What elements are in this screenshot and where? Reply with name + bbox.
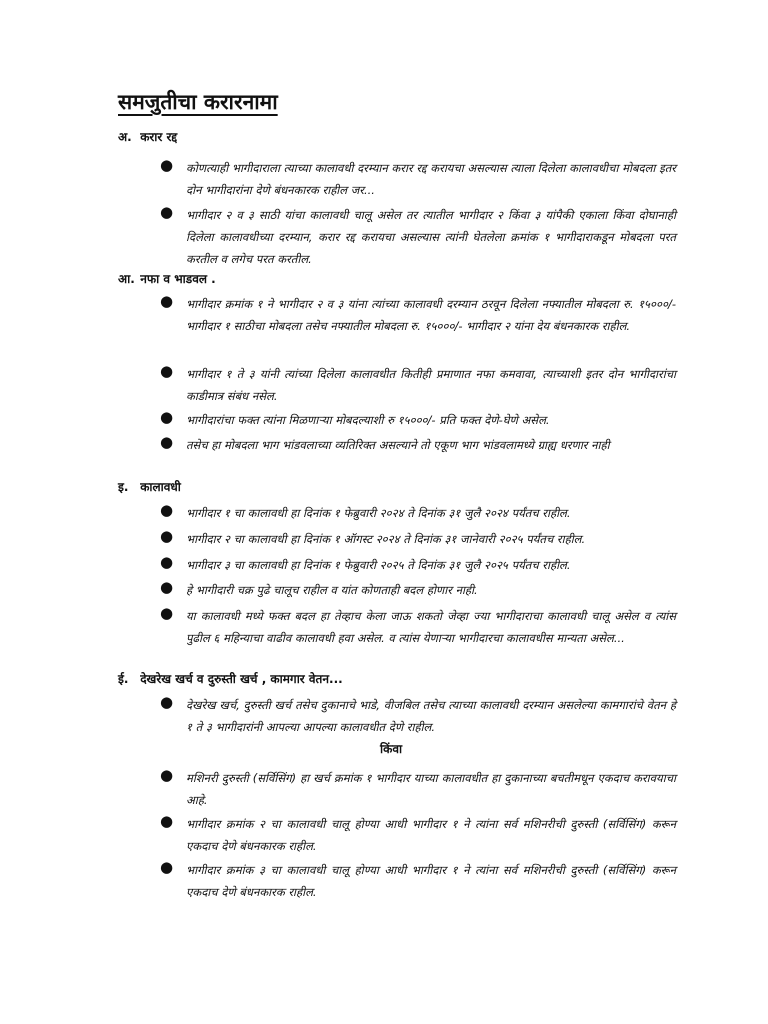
bullet-icon: ● [160,604,174,622]
section-marker-aa: आ. [118,272,135,286]
bullet-text-i4: हे भागीदारी चक्र पुढे चालूच राहील व यांत कोणताही बदल होणार नाही. [186,583,478,597]
bullet-text-i3: भागीदार ३ चा कालावधी हा दिनांक १ फेब्रुवारी २०२५ ते दिनांक ३१ जुलै २०२५ पर्यंतच राहील. [186,558,571,572]
section-heading-i [118,478,181,496]
bullet-icon: ● [160,766,174,784]
bullet-icon: ● [160,527,174,545]
section-heading-ii [118,670,343,688]
section-title-ii: देखरेख खर्च व दुरुस्ती खर्च , कामगार वेतन... [140,672,343,686]
bullet-text-ii4: भागीदार क्रमांक ३ चा कालावधी चालू होण्या आधी भागीदार १ ने त्यांना सर्व मशिनरीची दुरुस्ती (सर्विसिंग) करून एकदाच देणे बंधनकारक राहील. [186,863,676,899]
bullet-text-ii1: देखरेख खर्च, दुरुस्ती खर्च तसेच दुकानाचे भाडे, वीजबिल तसेच त्याच्या कालावधी दरम्यान असलेल्या कामगारांचे वेतन हे १ ते ३ भागीदारांनी आपल्या आपल्या कालावधीत देणे राहील. [186,698,676,734]
section-title-a: करार रद्द [140,130,178,144]
bullet-icon: ● [160,433,174,451]
bullet-text-ii3: भागीदार क्रमांक २ चा कालावधी चालू होण्या आधी भागीदार १ ने त्यांना सर्व मशिनरीची दुरुस्ती (सर्विसिंग) करून एकदाच देणे बंधनकारक राहील. [186,817,676,853]
bullet-icon: ● [160,578,174,596]
section-marker-i: इ. [118,480,129,494]
bullet-icon: ● [160,362,174,380]
bullet-text-i2: भागीदार २ चा कालावधी हा दिनांक १ ऑगस्ट २०२४ ते दिनांक ३१ जानेवारी २०२५ पर्यंतच राहील. [186,532,586,546]
section-marker-ii: ई. [118,672,129,686]
bullet-icon: ● [160,203,174,221]
bullet-icon: ● [160,292,174,310]
section-marker-a: अ. [118,130,132,144]
document-title: समजुतीचा करारनामा [118,90,278,114]
section-title-aa: नफा व भाडवल . [140,272,216,286]
bullet-text-i1: भागीदार १ चा कालावधी हा दिनांक १ फेब्रुवारी २०२४ ते दिनांक ३१ जुलै २०२४ पर्यंतच राहील. [186,506,571,520]
bullet-icon: ● [160,553,174,571]
bullet-icon: ● [160,408,174,426]
bullet-text-aa2: भागीदार १ ते ३ यांनी त्यांच्या दिलेला कालावधीत कितीही प्रमाणात नफा कमवावा, त्याच्याशी इतर दोन भागीदारांचा काडीमात्र संबंध नसेल. [186,367,676,403]
section-title-i: कालावधी [140,480,181,494]
bullet-text-aa3: भागीदारांचा फक्त त्यांना मिळणाऱ्या मोबदल्याशी रु १५०००/- प्रति फक्त देणे-घेणे असेल. [186,413,550,427]
bullet-icon: ● [160,693,174,711]
bullet-icon: ● [160,812,174,830]
bullet-text-a1: कोणत्याही भागीदाराला त्याच्या कालावधी दरम्यान करार रद्द करायचा असल्यास त्याला दिलेला कालावधीचा मोबदला इतर दोन भागीदारांना देणे बंधनकारक राहील जर... [186,161,676,197]
bullet-text-i5: या कालावधी मध्ये फक्त बदल हा तेव्हाच केला जाऊ शकतो जेव्हा ज्या भागीदाराचा कालावधी चालू असेल व त्यांस पुढील ६ महिन्याचा वाढीव कालावधी हवा असेल. व त्यांस येणाऱ्या भागीदारचा कालावधीस मान्यता असेल... [186,609,676,645]
or-separator: किंवा [380,742,403,756]
bullet-text-aa1: भागीदार क्रमांक १ ने भागीदार २ व ३ यांना त्यांच्या कालावधी दरम्यान ठरवून दिलेला नफ्यातील मोबदला रु. १५०००/- भागीदार १ साठीचा मोबदला तसेच नफ्यातील मोबदला रु. १५०००/- भागीदार २ यांना देय बंधनकारक राहील. [186,297,676,333]
section-heading-aa [118,270,216,288]
bullet-text-a2: भागीदार २ व ३ साठी यांचा कालावधी चालू असेल तर त्यातील भागीदार २ किंवा ३ यांपैकी एकाला किंवा दोघानाही दिलेला कालावधीच्या दरम्यान, करार रद्द करायचा असल्यास त्यांनी घेतलेला क्रमांक १ भागीदाराकडून मोबदला परत करतील व लगेच परत करतील. [186,208,676,266]
bullet-icon: ● [160,858,174,876]
bullet-icon: ● [160,156,174,174]
bullet-icon: ● [160,501,174,519]
bullet-text-ii2: मशिनरी दुरुस्ती (सर्विसिंग) हा खर्च क्रमांक १ भागीदार याच्या कालावधीत हा दुकानाच्या बचतीमधून एकदाच करावयाचा आहे. [186,771,676,807]
section-heading-a [118,128,177,146]
bullet-text-aa4: तसेच हा मोबदला भाग भांडवलाच्या व्यतिरिक्त असल्याने तो एकूण भाग भांडवलामध्ये ग्राह्य धरणार नाही [186,438,610,452]
